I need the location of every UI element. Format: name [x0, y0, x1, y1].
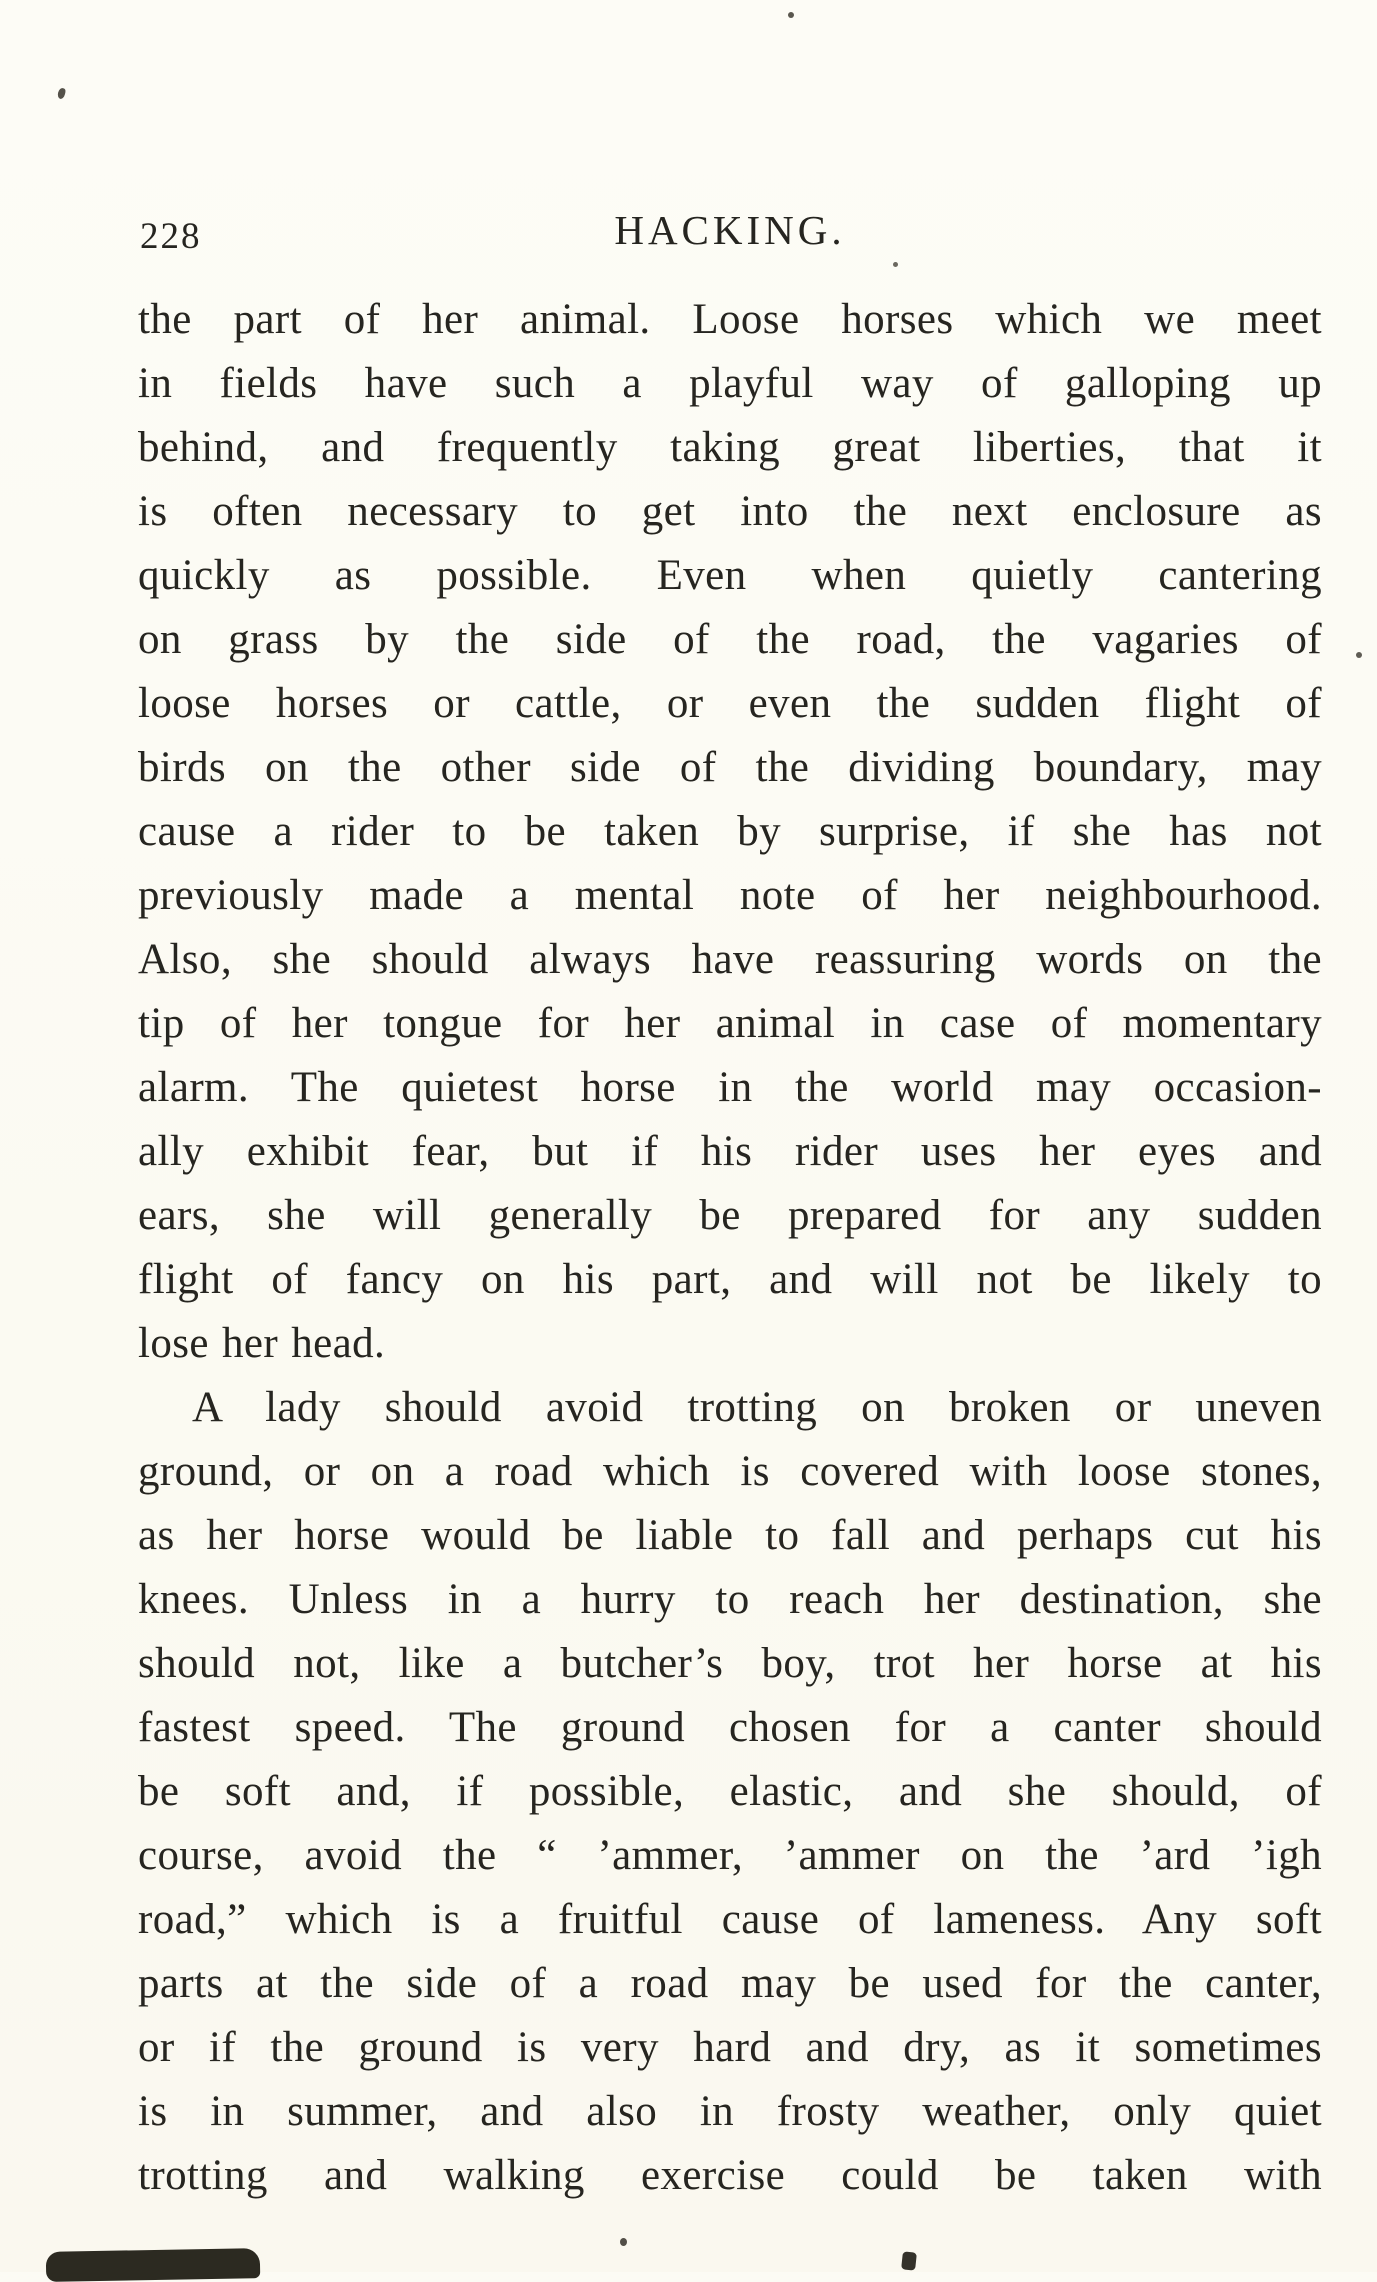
scan-artifact-speck — [620, 2238, 627, 2246]
text-line: in fields have such a playful way of galloping up — [138, 360, 1322, 407]
text-line: quickly as possible. Even when quietly cantering — [138, 552, 1322, 599]
text-line: alarm. The quietest horse in the world may occasion- — [138, 1064, 1322, 1111]
text-line: fastest speed. The ground chosen for a canter should — [138, 1704, 1322, 1751]
text-line: knees. Unless in a hurry to reach her destination, she — [138, 1576, 1322, 1623]
page-header — [138, 206, 1322, 262]
text-line: the part of her animal. Loose horses which we meet — [138, 296, 1322, 343]
text-line: previously made a mental note of her neighbourhood. — [138, 872, 1322, 919]
paragraph — [138, 1376, 1322, 2208]
scan-artifact-speck — [893, 262, 898, 267]
text-line: on grass by the side of the road, the vagaries of — [138, 616, 1322, 663]
text-line: course, avoid the “ ’ammer, ’ammer on the ’ard ’igh — [138, 1832, 1322, 1879]
scan-artifact-speck — [57, 87, 66, 99]
text-line: as her horse would be liable to fall and perhaps cut his — [138, 1512, 1322, 1559]
text-line: loose horses or cattle, or even the sudden flight of — [138, 680, 1322, 727]
page-number: 228 — [140, 216, 202, 257]
text-line: A lady should avoid trotting on broken or uneven — [192, 1384, 1322, 1431]
page-body — [138, 288, 1322, 2208]
scan-artifact-smudge — [901, 2251, 917, 2270]
scan-artifact-speck — [788, 12, 794, 18]
text-line: is in summer, and also in frosty weather, only quiet — [138, 2088, 1322, 2135]
scan-artifact-smudge — [46, 2248, 260, 2282]
text-line: trotting and walking exercise could be taken with — [138, 2152, 1322, 2199]
text-line: behind, and frequently taking great liberties, that it — [138, 424, 1322, 471]
scan-artifact-speck — [1356, 652, 1362, 658]
text-line: lose her head. — [138, 1320, 386, 1367]
text-line: ground, or on a road which is covered with loose stones, — [138, 1448, 1322, 1495]
text-line: birds on the other side of the dividing boundary, may — [138, 744, 1322, 791]
text-line: ears, she will generally be prepared for any sudden — [138, 1192, 1322, 1239]
text-line: ally exhibit fear, but if his rider uses her eyes and — [138, 1128, 1322, 1175]
paragraph — [138, 288, 1322, 1376]
text-line: Also, she should always have reassuring words on the — [138, 936, 1322, 983]
text-line: is often necessary to get into the next enclosure as — [138, 488, 1322, 535]
text-line: cause a rider to be taken by surprise, if she has not — [138, 808, 1322, 855]
text-line: should not, like a butcher’s boy, trot her horse at his — [138, 1640, 1322, 1687]
text-line: road,” which is a fruitful cause of lameness. Any soft — [138, 1896, 1322, 1943]
text-line: flight of fancy on his part, and will not be likely to — [138, 1256, 1322, 1303]
text-line: parts at the side of a road may be used for the canter, — [138, 1960, 1322, 2007]
running-head: HACKING. — [614, 207, 846, 253]
text-line: tip of her tongue for her animal in case of momentary — [138, 1000, 1322, 1047]
text-line: be soft and, if possible, elastic, and she should, of — [138, 1768, 1322, 1815]
text-line: or if the ground is very hard and dry, as it sometimes — [138, 2024, 1322, 2071]
